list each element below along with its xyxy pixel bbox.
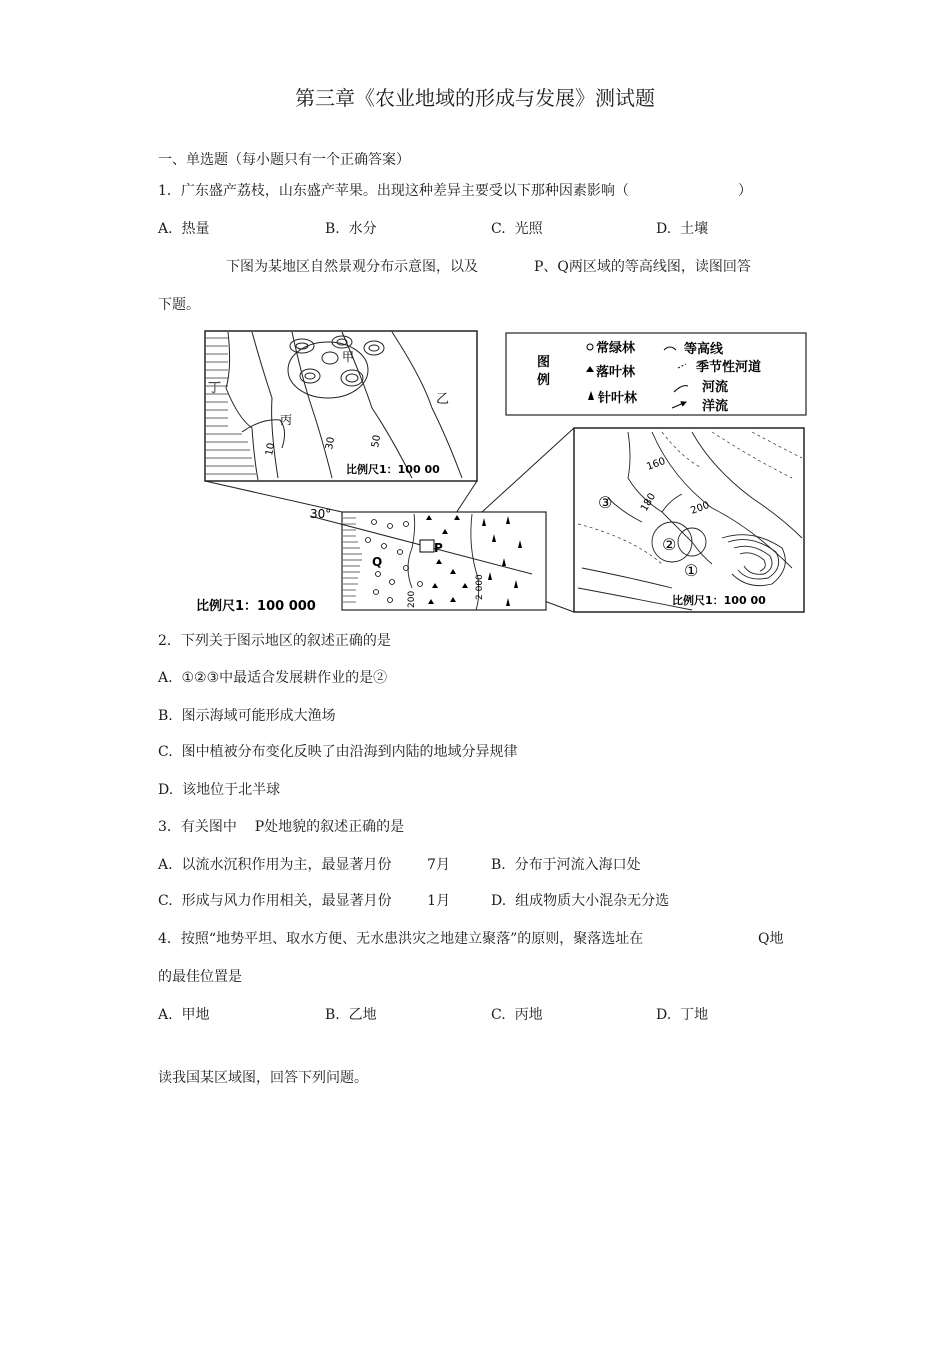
question-4-option-d: D. 丁地 (656, 1007, 709, 1023)
inset-map-right (574, 428, 804, 612)
question-4-stem-a: 4．按照“地势平坦、取水方便、无水患洪灾之地建立聚落”的原则，聚落选址在 (158, 931, 644, 947)
label-jia: 甲 (342, 350, 355, 364)
question-4-option-a: A. 甲地 (158, 1007, 210, 1023)
latitude-30: 30° (310, 507, 332, 521)
question-2-option-d: D. 该地位于北半球 (158, 782, 281, 798)
question-2-stem: 2．下列关于图示地区的叙述正确的是 (158, 633, 391, 649)
legend-current: 洋流 (702, 399, 729, 414)
label-yi: 乙 (436, 392, 450, 407)
question-1-option-b: B. 水分 (325, 221, 377, 237)
marker-1: ① (684, 561, 699, 580)
question-1-option-d: D. 土壤 (656, 221, 709, 237)
marker-2: ② (662, 535, 677, 554)
question-1-close-paren: ） (738, 183, 752, 199)
label-q: Q (372, 555, 383, 569)
scale-top: 比例尺1：100 00 (346, 463, 440, 476)
question-3-stem: 3．有关图中 P处地貌的叙述正确的是 (158, 819, 405, 835)
question-3-option-c: C. 形成与风力作用相关，最显著月份 1月 (158, 893, 451, 909)
label-p: P (434, 541, 443, 555)
legend-seasonal-river: 季节性河道 (696, 360, 762, 375)
contour-10: 10 (264, 442, 278, 457)
question-3-option-d: D. 组成物质大小混杂无分选 (491, 893, 670, 909)
marker-3: ③ (598, 493, 613, 512)
main-map (310, 507, 546, 610)
scale-main: 比例尺1：100 000 (196, 599, 316, 614)
legend-deciduous: 落叶林 (596, 365, 636, 380)
legend-title-1: 图 (537, 355, 551, 370)
question-4-option-b: B. 乙地 (325, 1007, 377, 1023)
legend-contour: 等高线 (684, 342, 724, 357)
legend-river: 河流 (702, 380, 729, 395)
question-2-option-c: C. 图中植被分布变化反映了由沿海到内陆的地域分异规律 (158, 744, 518, 760)
contour-160: 160 (645, 455, 667, 473)
question-4-stem-b: Q地 (758, 931, 784, 947)
footer-prompt: 读我国某区域图，回答下列问题。 (158, 1070, 368, 1086)
map-figure (192, 328, 814, 620)
contour-200: 200 (689, 499, 711, 517)
question-4-stem-c: 的最佳位置是 (158, 969, 242, 985)
scale-right: 比例尺1：100 00 (672, 594, 766, 607)
question-1-stem: 1．广东盛产荔枝，山东盛产苹果。出现这种差异主要受以下那种因素影响（ (158, 183, 629, 199)
question-3-option-a: A. 以流水沉积作用为主，最显著月份 7月 (158, 857, 450, 873)
intro-line-1b: P、Q两区域的等高线图，读图回答 (534, 259, 751, 275)
inset-map-top-left (205, 331, 477, 481)
legend-evergreen: 常绿林 (596, 341, 636, 356)
legend (506, 333, 806, 415)
contour-2000: 2 000 (475, 574, 485, 600)
question-1-option-c: C. 光照 (491, 221, 543, 237)
contour-180: 180 (639, 491, 659, 514)
map-figure-svg (192, 328, 814, 620)
legend-conifer: 针叶林 (598, 391, 638, 406)
question-2-option-b: B. 图示海域可能形成大渔场 (158, 708, 336, 724)
label-bing: 丙 (280, 413, 293, 427)
page-title: 第三章《农业地域的形成与发展》测试题 (295, 86, 655, 110)
legend-title-2: 例 (537, 373, 551, 388)
contour-50: 50 (370, 434, 384, 449)
intro-line-1a: 下图为某地区自然景观分布示意图，以及 (226, 259, 478, 275)
question-3-option-b: B. 分布于河流入海口处 (491, 857, 641, 873)
intro-line-2: 下题。 (158, 297, 200, 313)
contour-200-main: 200 (407, 590, 417, 608)
label-ding: 丁 (208, 381, 222, 396)
question-4-option-c: C. 丙地 (491, 1007, 543, 1023)
question-2-option-a: A. ①②③中最适合发展耕作业的是② (158, 670, 388, 686)
question-1-option-a: A. 热量 (158, 221, 210, 237)
section-heading: 一、单选题（每小题只有一个正确答案） (158, 152, 410, 168)
contour-30: 30 (324, 436, 338, 451)
